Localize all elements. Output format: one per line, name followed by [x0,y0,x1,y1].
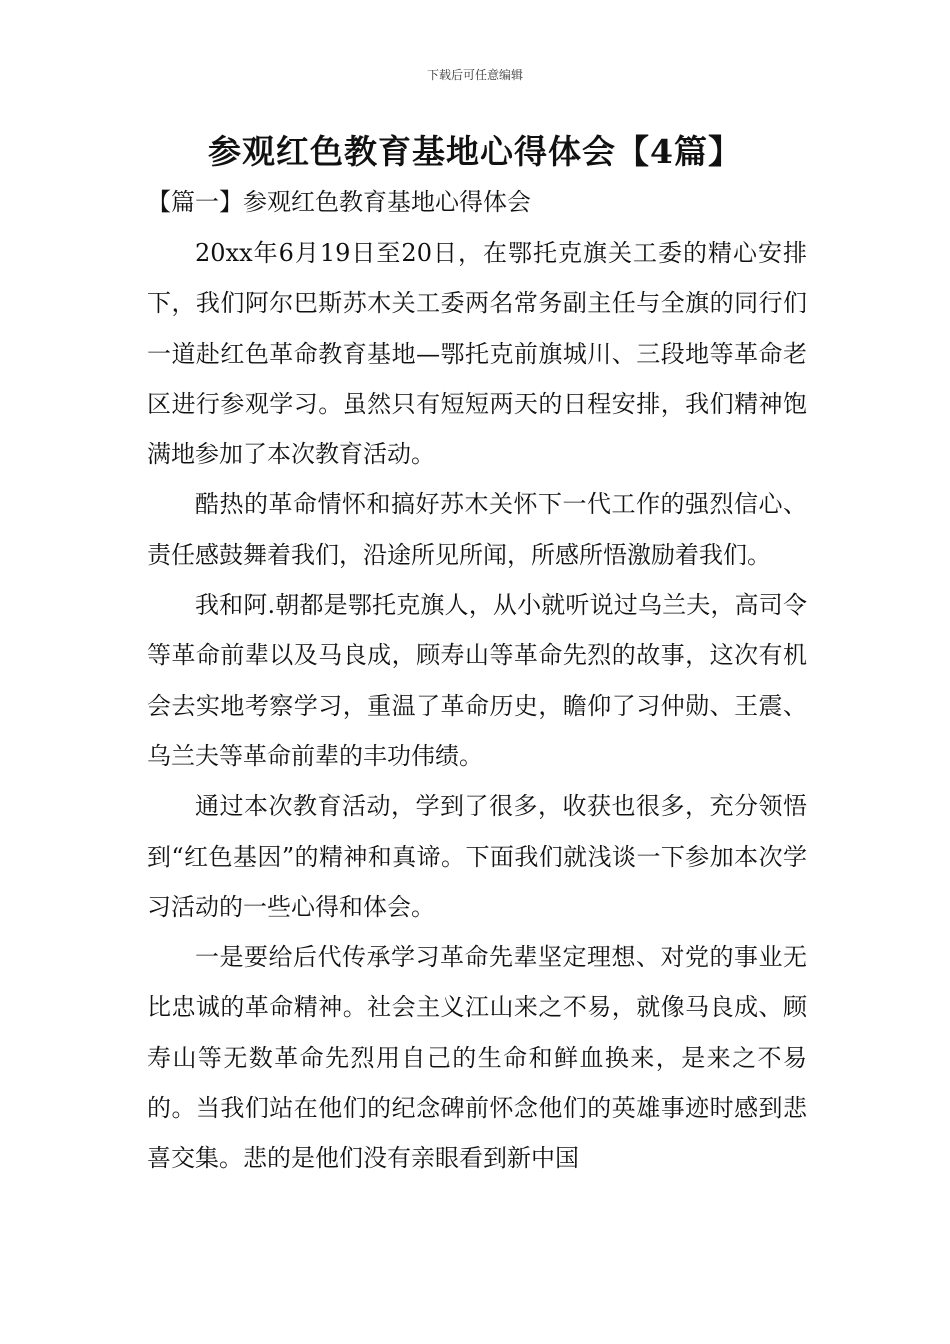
paragraph: 20xx年6月19日至20日，在鄂托克旗关工委的精心安排下，我们阿尔巴斯苏木关工委两名常务副主任与全旗的同行们一道赴红色革命教育基地—鄂托克前旗城川、三段地等革命老区进行参观学习。虽然只有短短两天的日程安排，我们精神饱满地参加了本次教育活动。 [147,239,807,469]
document-body [147,228,807,1184]
paragraph: 通过本次教育活动，学到了很多，收获也很多，充分领悟到“红色基因”的精神和真谛。下面我们就浅谈一下参加本次学习活动的一些心得和体会。 [147,792,807,921]
paragraph: 酷热的革命情怀和搞好苏木关怀下一代工作的强烈信心、责任感鼓舞着我们，沿途所见所闻，所感所悟激励着我们。 [147,490,807,569]
page-header-note: 下载后可任意编辑 [426,68,523,82]
document-title: 参观红色教育基地心得体会【4篇】 [208,132,742,171]
paragraph: 一是要给后代传承学习革命先辈坚定理想、对党的事业无比忠诚的革命精神。社会主义江山来之不易，就像马良成、顾寿山等无数革命先烈用自己的生命和鲜血换来，是来之不易的。当我们站在他们的纪念碑前怀念他们的英雄事迹时感到悲喜交集。悲的是他们没有亲眼看到新中国 [147,943,807,1173]
section-heading: 【篇一】参观红色教育基地心得体会 [147,188,531,216]
paragraph: 我和阿.朝都是鄂托克旗人，从小就听说过乌兰夫，高司令等革命前辈以及马良成，顾寿山等革命先烈的故事，这次有机会去实地考察学习，重温了革命历史，瞻仰了习仲勋、王震、乌兰夫等革命前辈的丰功伟绩。 [147,591,807,770]
